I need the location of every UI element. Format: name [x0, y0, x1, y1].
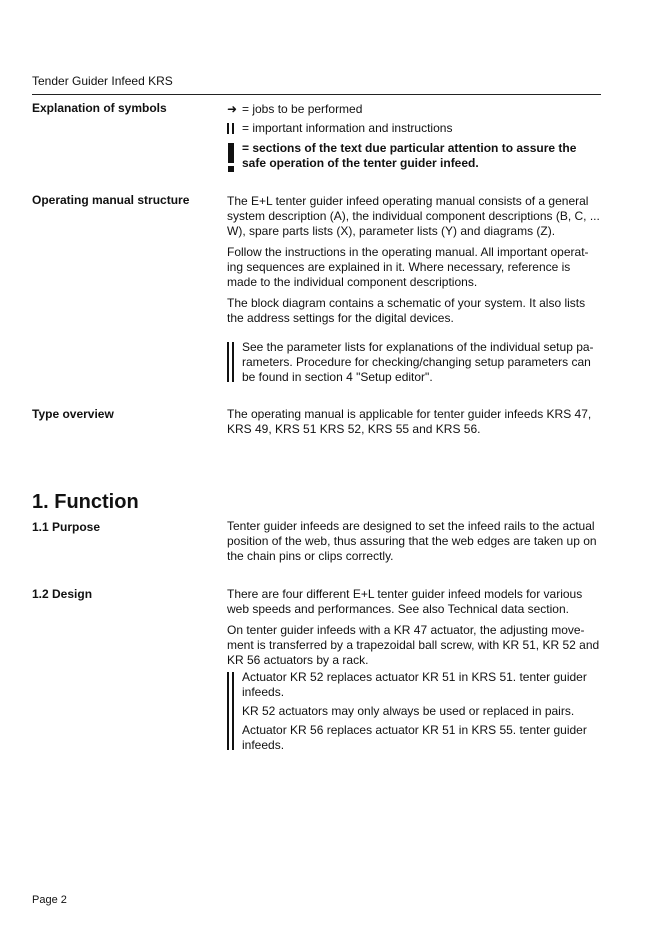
type-overview-body — [227, 407, 601, 443]
arrow-symbol-text: = jobs to be performed — [242, 102, 363, 116]
design-note-1: Actuator KR 52 replaces actuator KR 51 in KRS 51. tenter guider infeeds. — [242, 670, 587, 699]
structure-note — [227, 340, 601, 382]
structure-note-text: See the parameter lists for explanations of the individual setup pa-rameters. Procedure for checking/changing setup parameters can be found in section 4 "Setup editor". — [242, 340, 594, 384]
symbol-row-warning — [227, 141, 601, 173]
info-symbol-text: = important information and instructions — [242, 121, 453, 135]
design-label: 1.2 Design — [32, 587, 93, 601]
page-header-title: Tender Guider Infeed KRS — [32, 74, 173, 88]
info-bars-icon — [227, 123, 234, 134]
structure-label: Operating manual structure — [32, 193, 190, 207]
exclamation-icon — [227, 143, 235, 173]
symbol-row-arrow — [227, 102, 601, 117]
symbol-row-info — [227, 121, 601, 136]
symbols-label: Explanation of symbols — [32, 101, 167, 115]
type-overview-label: Type overview — [32, 407, 114, 421]
structure-paragraph-1: The E+L tenter guider infeed operating manual consists of a general system description (A), the individual component descriptions (B, C, ... W), spare parts lists (X), parameter lists (Y) and diagrams (Z). — [227, 194, 600, 238]
design-note-3: Actuator KR 56 replaces actuator KR 51 in KRS 55. tenter guider infeeds. — [242, 723, 587, 752]
purpose-body — [227, 519, 601, 570]
purpose-label: 1.1 Purpose — [32, 520, 101, 534]
purpose-text: Tenter guider infeeds are designed to set the infeed rails to the actual position of the web, thus assuring that the web edges are taken up on the chain pins or clips correctly. — [227, 519, 597, 563]
page-number: Page 2 — [32, 894, 67, 906]
type-overview-text: The operating manual is applicable for tenter guider infeeds KRS 47, KRS 49, KRS 51 KRS 52, KRS 55 and KRS 56. — [227, 407, 592, 436]
design-body — [227, 587, 601, 674]
design-note-2: KR 52 actuators may only always be used or replaced in pairs. — [242, 704, 575, 718]
design-paragraph-2: On tenter guider infeeds with a KR 47 actuator, the adjusting move-ment is transferred by a trapezoidal ball screw, with KR 51, KR 52 and KR 56 actuators by a rack. — [227, 623, 600, 667]
header-divider — [32, 94, 601, 95]
structure-paragraph-3: The block diagram contains a schematic of your system. It also lists the address settings for the digital devices. — [227, 296, 586, 325]
info-bars-icon — [227, 342, 234, 382]
design-paragraph-1: There are four different E+L tenter guider infeed models for various web speeds and performances. See also Technical data section. — [227, 587, 583, 616]
function-heading: 1. Function — [32, 491, 139, 513]
info-bars-icon — [227, 672, 234, 750]
structure-paragraph-2: Follow the instructions in the operating manual. All important operat-ing sequences are explained in it. Where necessary, reference is made to the individual component descriptions. — [227, 245, 589, 289]
warning-symbol-text: = sections of the text due particular attention to assure the safe operation of the tenter guider infeed. — [242, 141, 577, 170]
arrow-right-icon: ➜ — [227, 102, 238, 116]
structure-body — [227, 194, 601, 332]
design-note — [227, 670, 601, 750]
